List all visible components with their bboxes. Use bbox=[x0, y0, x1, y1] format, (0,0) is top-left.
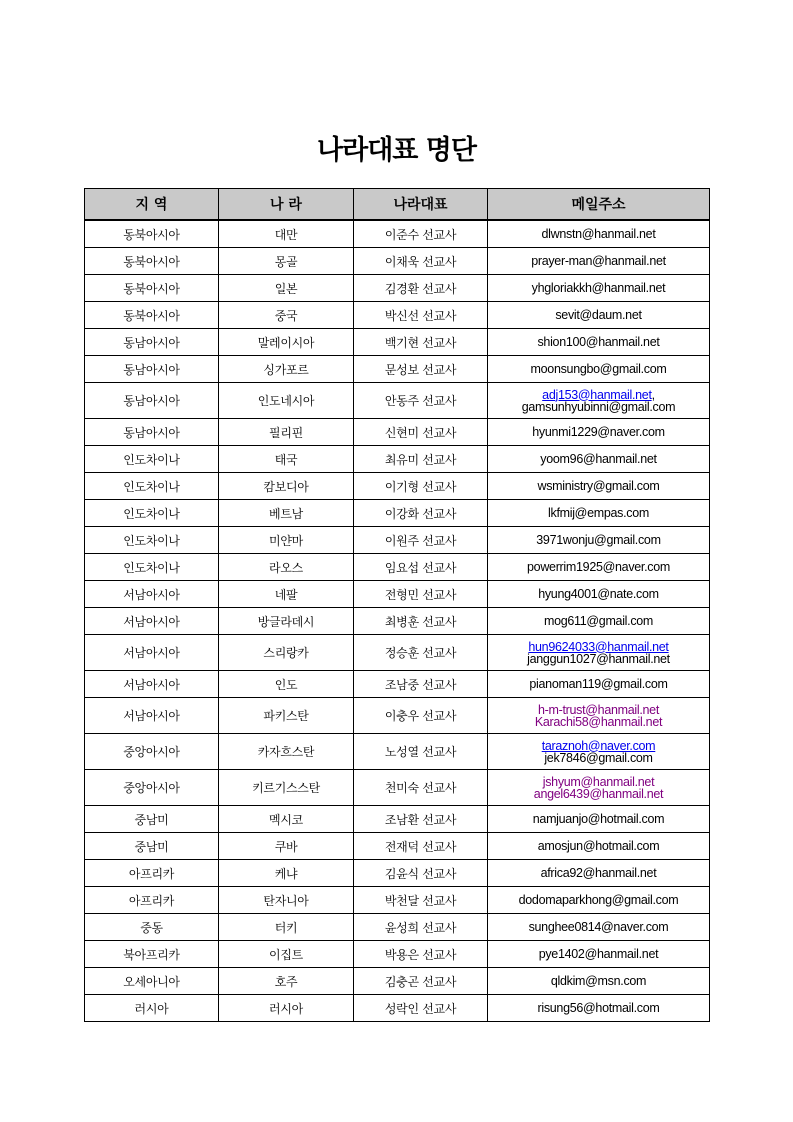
country-cell: 캄보디아 bbox=[219, 473, 354, 500]
email-cell bbox=[488, 329, 710, 356]
region-cell: 중남미 bbox=[85, 833, 219, 860]
header-region: 지 역 bbox=[85, 189, 219, 221]
table-row bbox=[85, 302, 710, 329]
email-cell bbox=[488, 995, 710, 1022]
table-row bbox=[85, 275, 710, 302]
table-row bbox=[85, 995, 710, 1022]
email-cell bbox=[488, 581, 710, 608]
email-address: shion100@hanmail.net bbox=[537, 335, 660, 349]
email-cell bbox=[488, 941, 710, 968]
email-address: qldkim@msn.com bbox=[550, 974, 647, 988]
country-cell: 멕시코 bbox=[219, 806, 354, 833]
email-cell bbox=[488, 914, 710, 941]
country-cell: 네팔 bbox=[219, 581, 354, 608]
representative-cell: 정승훈 선교사 bbox=[354, 635, 488, 671]
representative-cell: 이충우 선교사 bbox=[354, 698, 488, 734]
region-cell: 동남아시아 bbox=[85, 329, 219, 356]
email-address: gamsunhyubinni@gmail.com bbox=[521, 399, 676, 414]
email-link[interactable]: Karachi58@hanmail.net bbox=[534, 714, 663, 729]
email-line bbox=[488, 309, 709, 321]
email-line bbox=[488, 336, 709, 348]
table-row bbox=[85, 806, 710, 833]
representative-cell: 박천달 선교사 bbox=[354, 887, 488, 914]
country-cell: 인도 bbox=[219, 671, 354, 698]
country-cell: 키르기스스탄 bbox=[219, 770, 354, 806]
region-cell: 동북아시아 bbox=[85, 248, 219, 275]
table-row bbox=[85, 914, 710, 941]
email-separator: , bbox=[651, 387, 655, 402]
email-cell bbox=[488, 833, 710, 860]
country-cell: 이집트 bbox=[219, 941, 354, 968]
representative-cell: 전재덕 선교사 bbox=[354, 833, 488, 860]
region-cell: 서남아시아 bbox=[85, 581, 219, 608]
email-link[interactable]: hun9624033@hanmail.net bbox=[528, 639, 669, 654]
email-address: hyunmi1229@naver.com bbox=[532, 425, 665, 439]
country-cell: 태국 bbox=[219, 446, 354, 473]
header-country: 나 라 bbox=[219, 189, 354, 221]
email-address: namjuanjo@hotmail.com bbox=[532, 812, 665, 826]
email-cell bbox=[488, 608, 710, 635]
email-line bbox=[488, 507, 709, 519]
table-row bbox=[85, 446, 710, 473]
email-line bbox=[488, 813, 709, 825]
table-row bbox=[85, 329, 710, 356]
country-cell: 카자흐스탄 bbox=[219, 734, 354, 770]
representative-cell: 이기형 선교사 bbox=[354, 473, 488, 500]
representative-cell: 문성보 선교사 bbox=[354, 356, 488, 383]
header-email: 메일주소 bbox=[488, 189, 710, 221]
representative-cell: 박신선 선교사 bbox=[354, 302, 488, 329]
representative-cell: 백기현 선교사 bbox=[354, 329, 488, 356]
table-row bbox=[85, 635, 710, 671]
email-line bbox=[488, 752, 709, 764]
email-cell bbox=[488, 527, 710, 554]
email-address: africa92@hanmail.net bbox=[540, 866, 657, 880]
email-line bbox=[488, 588, 709, 600]
email-address: jek7846@gmail.com bbox=[544, 750, 653, 765]
representative-cell: 조남중 선교사 bbox=[354, 671, 488, 698]
email-cell bbox=[488, 860, 710, 887]
country-cell: 호주 bbox=[219, 968, 354, 995]
region-cell: 동남아시아 bbox=[85, 419, 219, 446]
region-cell: 아프리카 bbox=[85, 887, 219, 914]
email-line bbox=[488, 534, 709, 546]
email-address: hyung4001@nate.com bbox=[538, 587, 659, 601]
representative-cell: 이준수 선교사 bbox=[354, 220, 488, 248]
region-cell: 아프리카 bbox=[85, 860, 219, 887]
email-cell bbox=[488, 248, 710, 275]
country-cell: 필리핀 bbox=[219, 419, 354, 446]
representative-cell: 이채욱 선교사 bbox=[354, 248, 488, 275]
country-cell: 일본 bbox=[219, 275, 354, 302]
email-line bbox=[488, 255, 709, 267]
region-cell: 인도차이나 bbox=[85, 554, 219, 581]
representative-cell: 신현미 선교사 bbox=[354, 419, 488, 446]
representative-cell: 천미숙 선교사 bbox=[354, 770, 488, 806]
country-cell: 중국 bbox=[219, 302, 354, 329]
representative-cell: 성락인 선교사 bbox=[354, 995, 488, 1022]
email-address: risung56@hotmail.com bbox=[537, 1001, 660, 1015]
country-cell: 스리랑카 bbox=[219, 635, 354, 671]
table-row bbox=[85, 581, 710, 608]
email-cell bbox=[488, 554, 710, 581]
representative-cell: 최유미 선교사 bbox=[354, 446, 488, 473]
email-line bbox=[488, 840, 709, 852]
email-address: dodomaparkhong@gmail.com bbox=[518, 893, 679, 907]
email-line bbox=[488, 363, 709, 375]
country-cell: 라오스 bbox=[219, 554, 354, 581]
email-address: mog611@gmail.com bbox=[543, 614, 654, 628]
country-cell: 케냐 bbox=[219, 860, 354, 887]
representative-cell: 이강화 선교사 bbox=[354, 500, 488, 527]
email-cell bbox=[488, 220, 710, 248]
country-cell: 터키 bbox=[219, 914, 354, 941]
region-cell: 중동 bbox=[85, 914, 219, 941]
region-cell: 서남아시아 bbox=[85, 671, 219, 698]
email-cell bbox=[488, 734, 710, 770]
email-cell bbox=[488, 473, 710, 500]
representative-cell: 이원주 선교사 bbox=[354, 527, 488, 554]
table-row bbox=[85, 833, 710, 860]
representative-cell: 박용은 선교사 bbox=[354, 941, 488, 968]
region-cell: 중앙아시아 bbox=[85, 734, 219, 770]
email-line bbox=[488, 653, 709, 665]
table-row bbox=[85, 356, 710, 383]
email-cell bbox=[488, 356, 710, 383]
region-cell: 동남아시아 bbox=[85, 356, 219, 383]
table-body bbox=[85, 220, 710, 1022]
country-cell: 쿠바 bbox=[219, 833, 354, 860]
region-cell: 서남아시아 bbox=[85, 635, 219, 671]
representative-cell: 안동주 선교사 bbox=[354, 383, 488, 419]
table-row bbox=[85, 671, 710, 698]
email-address: amosjun@hotmail.com bbox=[537, 839, 660, 853]
email-line bbox=[488, 426, 709, 438]
email-address: sunghee0814@naver.com bbox=[528, 920, 669, 934]
table-row bbox=[85, 248, 710, 275]
email-line bbox=[488, 788, 709, 800]
country-cell: 미얀마 bbox=[219, 527, 354, 554]
region-cell: 러시아 bbox=[85, 995, 219, 1022]
email-cell bbox=[488, 635, 710, 671]
email-line bbox=[488, 678, 709, 690]
email-line bbox=[488, 948, 709, 960]
table-row bbox=[85, 554, 710, 581]
country-cell: 대만 bbox=[219, 220, 354, 248]
region-cell: 인도차이나 bbox=[85, 527, 219, 554]
representative-cell: 임요섭 선교사 bbox=[354, 554, 488, 581]
country-cell: 말레이시아 bbox=[219, 329, 354, 356]
email-cell bbox=[488, 383, 710, 419]
country-cell: 베트남 bbox=[219, 500, 354, 527]
country-cell: 탄자니아 bbox=[219, 887, 354, 914]
region-cell: 서남아시아 bbox=[85, 698, 219, 734]
region-cell: 중남미 bbox=[85, 806, 219, 833]
email-address: lkfmij@empas.com bbox=[548, 506, 649, 520]
email-cell bbox=[488, 968, 710, 995]
email-address: 3971wonju@gmail.com bbox=[536, 533, 661, 547]
email-cell bbox=[488, 302, 710, 329]
country-cell: 파키스탄 bbox=[219, 698, 354, 734]
email-line bbox=[488, 282, 709, 294]
table-row bbox=[85, 419, 710, 446]
email-link[interactable]: jshyum@hanmail.net bbox=[542, 774, 655, 789]
email-line bbox=[488, 228, 709, 240]
table-row bbox=[85, 968, 710, 995]
email-address: dlwnstn@hanmail.net bbox=[541, 227, 656, 241]
email-cell bbox=[488, 419, 710, 446]
region-cell: 오세아니아 bbox=[85, 968, 219, 995]
table-row bbox=[85, 608, 710, 635]
email-line bbox=[488, 480, 709, 492]
region-cell: 동남아시아 bbox=[85, 383, 219, 419]
email-cell bbox=[488, 887, 710, 914]
region-cell: 서남아시아 bbox=[85, 608, 219, 635]
email-address: yhgloriakkh@hanmail.net bbox=[531, 281, 666, 295]
representative-cell: 최병훈 선교사 bbox=[354, 608, 488, 635]
representative-cell: 김충곤 선교사 bbox=[354, 968, 488, 995]
page-title: 나라대표 명단 bbox=[317, 135, 476, 166]
email-address: wsministry@gmail.com bbox=[537, 479, 660, 493]
email-address: prayer-man@hanmail.net bbox=[531, 254, 666, 268]
table-row bbox=[85, 383, 710, 419]
email-address: powerrim1925@naver.com bbox=[527, 560, 670, 574]
email-address: moonsungbo@gmail.com bbox=[530, 362, 667, 376]
email-cell bbox=[488, 770, 710, 806]
email-address: sevit@daum.net bbox=[555, 308, 642, 322]
representative-cell: 김경환 선교사 bbox=[354, 275, 488, 302]
email-link[interactable]: angel6439@hanmail.net bbox=[533, 786, 664, 801]
email-address: janggun1027@hanmail.net bbox=[527, 651, 670, 666]
email-line bbox=[488, 975, 709, 987]
representative-cell: 전형민 선교사 bbox=[354, 581, 488, 608]
email-cell bbox=[488, 446, 710, 473]
email-line bbox=[488, 867, 709, 879]
country-cell: 몽골 bbox=[219, 248, 354, 275]
email-line bbox=[488, 894, 709, 906]
email-line bbox=[488, 561, 709, 573]
email-cell bbox=[488, 806, 710, 833]
region-cell: 북아프리카 bbox=[85, 941, 219, 968]
country-cell: 싱가포르 bbox=[219, 356, 354, 383]
table-row bbox=[85, 941, 710, 968]
country-cell: 방글라데시 bbox=[219, 608, 354, 635]
email-cell bbox=[488, 698, 710, 734]
region-cell: 중앙아시아 bbox=[85, 770, 219, 806]
representative-cell: 노성열 선교사 bbox=[354, 734, 488, 770]
table-row bbox=[85, 527, 710, 554]
email-line bbox=[488, 615, 709, 627]
region-cell: 동북아시아 bbox=[85, 302, 219, 329]
region-cell: 인도차이나 bbox=[85, 446, 219, 473]
email-address: yoom96@hanmail.net bbox=[540, 452, 657, 466]
email-cell bbox=[488, 500, 710, 527]
representatives-table bbox=[84, 188, 710, 1022]
email-link[interactable]: adj153@hanmail.net bbox=[542, 387, 652, 402]
header-representative: 나라대표 bbox=[354, 189, 488, 221]
table-row bbox=[85, 887, 710, 914]
email-link[interactable]: taraznoh@naver.com bbox=[541, 738, 656, 753]
region-cell: 동북아시아 bbox=[85, 220, 219, 248]
email-address: pianoman119@gmail.com bbox=[529, 677, 668, 691]
email-line bbox=[488, 716, 709, 728]
representative-cell: 조남환 선교사 bbox=[354, 806, 488, 833]
email-line bbox=[488, 401, 709, 413]
table-row bbox=[85, 473, 710, 500]
country-cell: 인도네시아 bbox=[219, 383, 354, 419]
email-link[interactable]: h-m-trust@hanmail.net bbox=[537, 702, 659, 717]
region-cell: 인도차이나 bbox=[85, 500, 219, 527]
table-row bbox=[85, 500, 710, 527]
region-cell: 동북아시아 bbox=[85, 275, 219, 302]
region-cell: 인도차이나 bbox=[85, 473, 219, 500]
email-cell bbox=[488, 671, 710, 698]
email-line bbox=[488, 453, 709, 465]
table-header-row bbox=[85, 189, 710, 221]
table-row bbox=[85, 220, 710, 248]
country-cell: 러시아 bbox=[219, 995, 354, 1022]
table-row bbox=[85, 770, 710, 806]
table-row bbox=[85, 860, 710, 887]
table-row bbox=[85, 698, 710, 734]
email-line bbox=[488, 1002, 709, 1014]
representative-cell: 김윤식 선교사 bbox=[354, 860, 488, 887]
email-line bbox=[488, 921, 709, 933]
email-address: pye1402@hanmail.net bbox=[538, 947, 659, 961]
email-cell bbox=[488, 275, 710, 302]
representative-cell: 윤성희 선교사 bbox=[354, 914, 488, 941]
table-row bbox=[85, 734, 710, 770]
